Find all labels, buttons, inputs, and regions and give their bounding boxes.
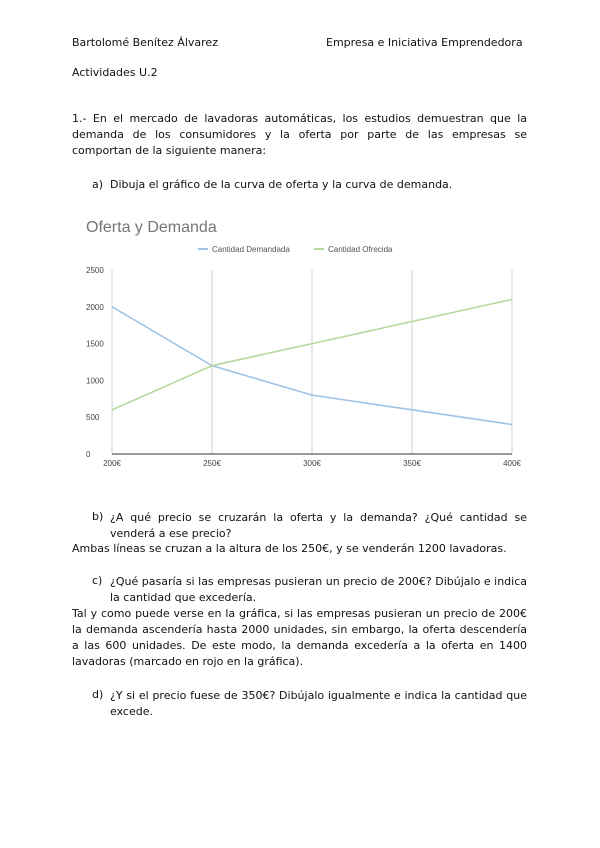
legend-label-demand: Cantidad Demandada: [212, 245, 290, 254]
y-tick-label: 2000: [86, 302, 104, 312]
y-tick-label: 0: [86, 450, 91, 459]
item-a-label: a): [92, 178, 104, 191]
chart-title: Oferta y Demanda: [86, 219, 217, 236]
item-d-label: d): [92, 688, 104, 701]
author-name: Bartolomé Benítez Álvarez: [72, 36, 218, 49]
x-tick-label: 400€: [503, 459, 521, 468]
item-b-answer: Ambas líneas se cruzan a la altura de los 250€, y se venderán 1200 lavadoras.: [72, 542, 507, 555]
item-c-answer: Tal y como puede verse en la gráfica, si las empresas pusieran un precio de 200€ la demanda ascendería hasta 2000 unidades, sin embargo, la oferta descendería a las 600 unidades. De este modo, la demanda excedería a la oferta en 1400 lavadoras (marcado en rojo en la gráfica).: [72, 607, 527, 668]
y-tick-label: 1000: [86, 376, 104, 386]
y-tick-label: 1500: [86, 339, 104, 349]
legend-label-supply: Cantidad Ofrecida: [328, 245, 393, 254]
item-d-text: ¿Y si el precio fuese de 350€? Dibújalo igualmente e indica la cantidad que excede.: [110, 689, 527, 718]
activity-title: Actividades U.2: [72, 66, 158, 79]
x-tick-label: 200€: [103, 459, 121, 468]
item-a-text: Dibuja el gráfico de la curva de oferta y la curva de demanda.: [110, 178, 453, 191]
item-b-text: ¿A qué precio se cruzarán la oferta y la demanda? ¿Qué cantidad se venderá a ese precio?: [110, 511, 527, 540]
subject-title: Empresa e Iniciativa Emprendedora: [326, 36, 523, 49]
item-c-text: ¿Qué pasaría si las empresas pusieran un precio de 200€? Dibújalo e indica la cantidad que excedería.: [110, 575, 527, 604]
item-c-label: c): [92, 574, 103, 587]
supply-demand-chart: [80, 208, 530, 473]
chart-legend: [198, 245, 393, 254]
item-b-label: b): [92, 510, 104, 523]
x-tick-label: 350€: [403, 459, 421, 468]
x-tick-label: 250€: [203, 459, 221, 468]
y-tick-label: 500: [86, 413, 100, 423]
question-intro: 1.- En el mercado de lavadoras automáticas, los estudios demuestran que la demanda de los consumidores y la oferta por parte de las empresas se comportan de la siguiente manera:: [72, 112, 527, 157]
x-tick-label: 300€: [303, 459, 321, 468]
y-tick-label: 2500: [86, 266, 104, 275]
